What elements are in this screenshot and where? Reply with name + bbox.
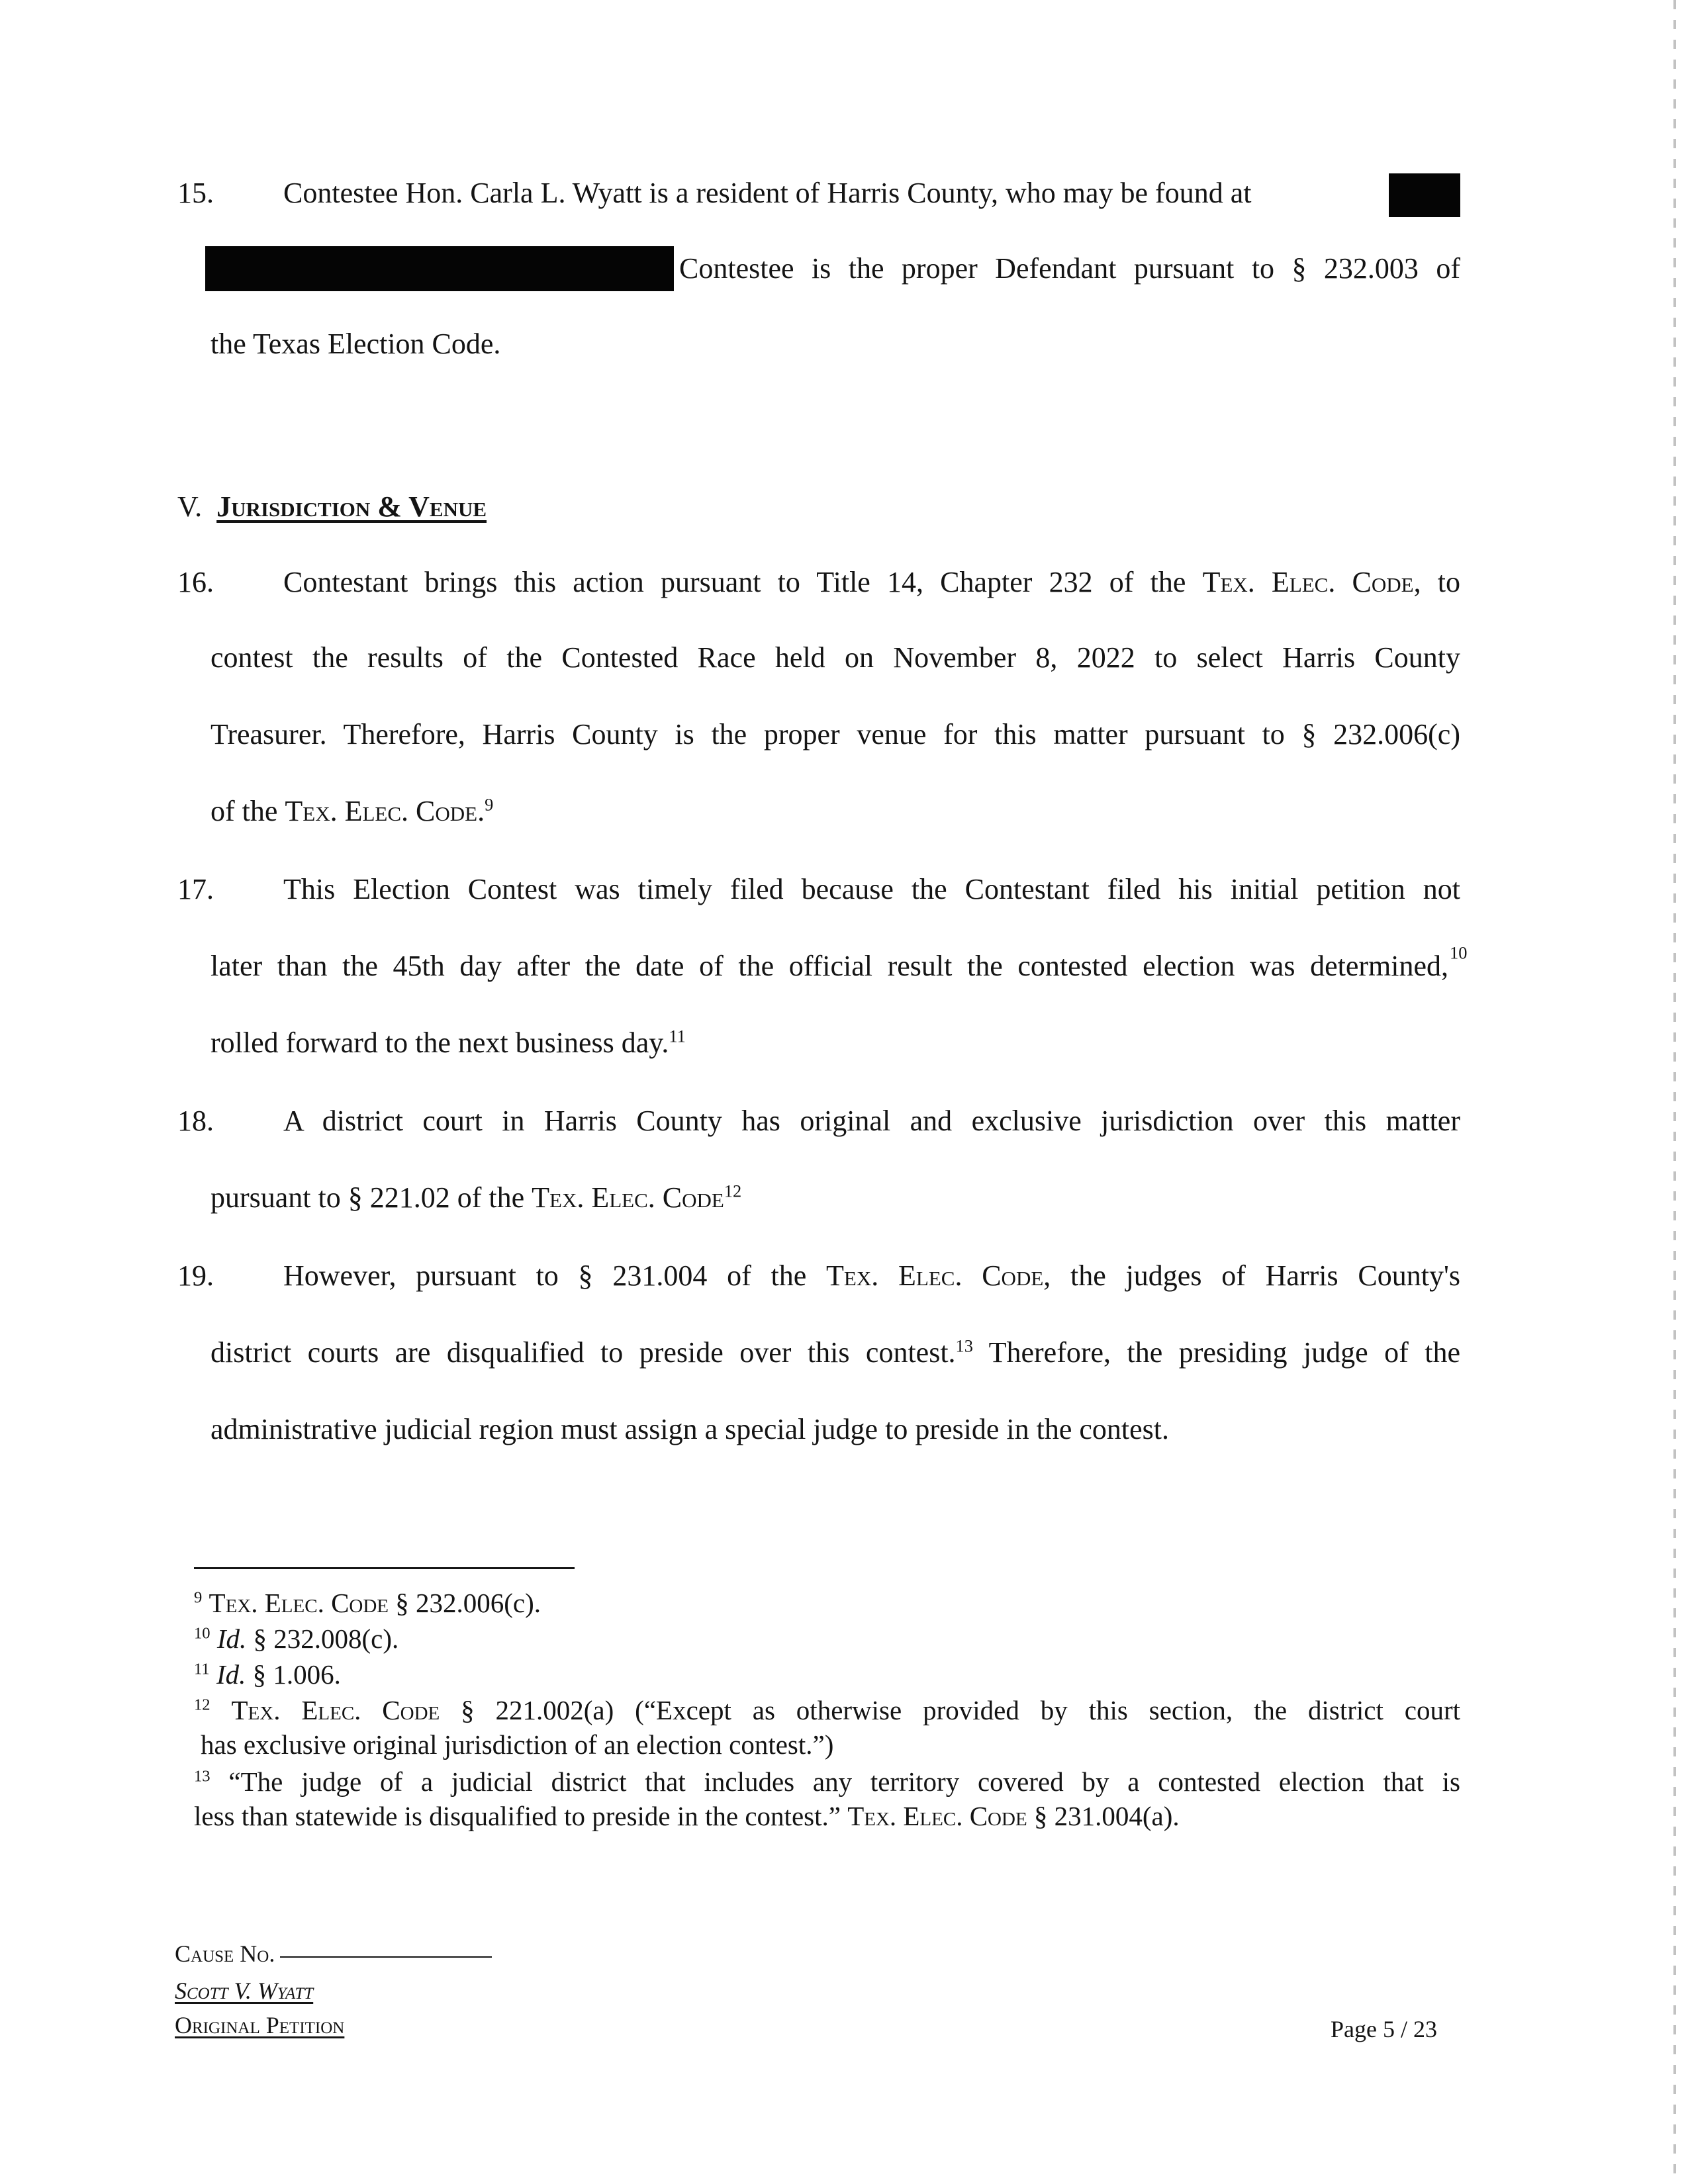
paragraph-17-line-2: later than the 45th day after the date of the official result the contested election was determined, <box>211 950 1448 982</box>
page-number: Page 5 / 23 <box>1331 2016 1437 2042</box>
paragraph-16-line-4: of the Tex. Elec. Code.$^9$ <box>211 794 494 827</box>
section-numeral: V. <box>177 490 203 523</box>
paragraph-15-line-3: the Texas Election Code. <box>211 328 501 360</box>
section-heading <box>177 492 487 522</box>
paragraph-19-line-3: administrative judicial region must assign a special judge to preside in the contest. <box>211 1413 1169 1445</box>
redaction-block <box>1389 173 1460 217</box>
footnote-ref: 9 <box>485 794 494 815</box>
scan-edge-mark <box>1673 0 1676 2184</box>
redaction-block <box>205 246 674 291</box>
paragraph-16-line-2: contest the results of the Contested Race held on November 8, 2022 to select Harris County <box>211 641 1460 674</box>
paragraph-18-line-2: pursuant to § 221.02 of the Tex. Elec. Code$^{12}$ <box>211 1181 742 1214</box>
cause-number-blank <box>280 1956 492 1958</box>
footnote-separator <box>194 1567 575 1569</box>
paragraph-17-line-1: This Election Contest was timely filed because the Contestant filed his initial petition not <box>283 873 1460 905</box>
paragraph-15-line-1: Contestee Hon. Carla L. Wyatt is a resident of Harris County, who may be found at <box>283 177 1252 209</box>
footnote-ref: 11 <box>669 1026 686 1046</box>
footnote-13-line-1: $^{13}$ “The judge of a judicial district that includes any territory covered by a contested election that is <box>194 1766 1460 1797</box>
paragraph-17-footnote-ref-1: 10 <box>1450 942 1468 963</box>
footnote-ref: 12 <box>724 1181 742 1201</box>
paragraph-19-line-1: However, pursuant to § 231.004 of the Tex. Elec. Code, the judges of Harris County's <box>283 1259 1460 1292</box>
paragraph-number: 17. <box>177 873 214 905</box>
footnote-9: $^9$ Tex. Elec. Code § 232.006(c). <box>194 1588 541 1618</box>
paragraph-number: 16. <box>177 566 214 598</box>
footnote-13-line-2: less than statewide is disqualified to preside in the contest.” Tex. Elec. Code § 231.004(a). <box>194 1801 1180 1831</box>
paragraph-number: 19. <box>177 1259 214 1292</box>
footnote-ref: 13 <box>955 1336 973 1356</box>
paragraph-19-line-2: district courts are disqualified to preside over this contest.$^{13}$ Therefore, the presiding judge of the <box>211 1336 1461 1369</box>
footnote-11: $^{11}$ Id. § 1.006. <box>194 1659 341 1690</box>
paragraph-15-line-2: Contestee is the proper Defendant pursuant to § 232.003 of <box>679 252 1460 285</box>
document-title: Original Petition <box>175 2012 345 2038</box>
paragraph-18-line-1: A district court in Harris County has original and exclusive jurisdiction over this matter <box>283 1105 1460 1137</box>
section-title: Jurisdiction & Venue <box>216 490 487 523</box>
footnote-12-line-2: has exclusive original jurisdiction of an election contest.”) <box>201 1729 834 1760</box>
paragraph-16-line-1: Contestant brings this action pursuant to Title 14, Chapter 232 of the Tex. Elec. Code, to <box>283 566 1461 598</box>
case-name: Scott V. Wyatt <box>175 1978 314 2004</box>
cause-number: Cause No. <box>175 1942 492 1966</box>
paragraph-number: 18. <box>177 1105 214 1137</box>
footnote-10: $^{10}$ Id. § 232.008(c). <box>194 1623 399 1654</box>
paragraph-17-line-3: rolled forward to the next business day.$^{11}$ <box>211 1026 686 1059</box>
footnote-12-line-1: $^{12}$ Tex. Elec. Code § 221.002(a) (“Except as otherwise provided by this section, the district court <box>194 1695 1461 1725</box>
paragraph-16-line-3: Treasurer. Therefore, Harris County is the proper venue for this matter pursuant to § 232.006(c) <box>211 718 1460 751</box>
paragraph-number: 15. <box>177 177 214 209</box>
